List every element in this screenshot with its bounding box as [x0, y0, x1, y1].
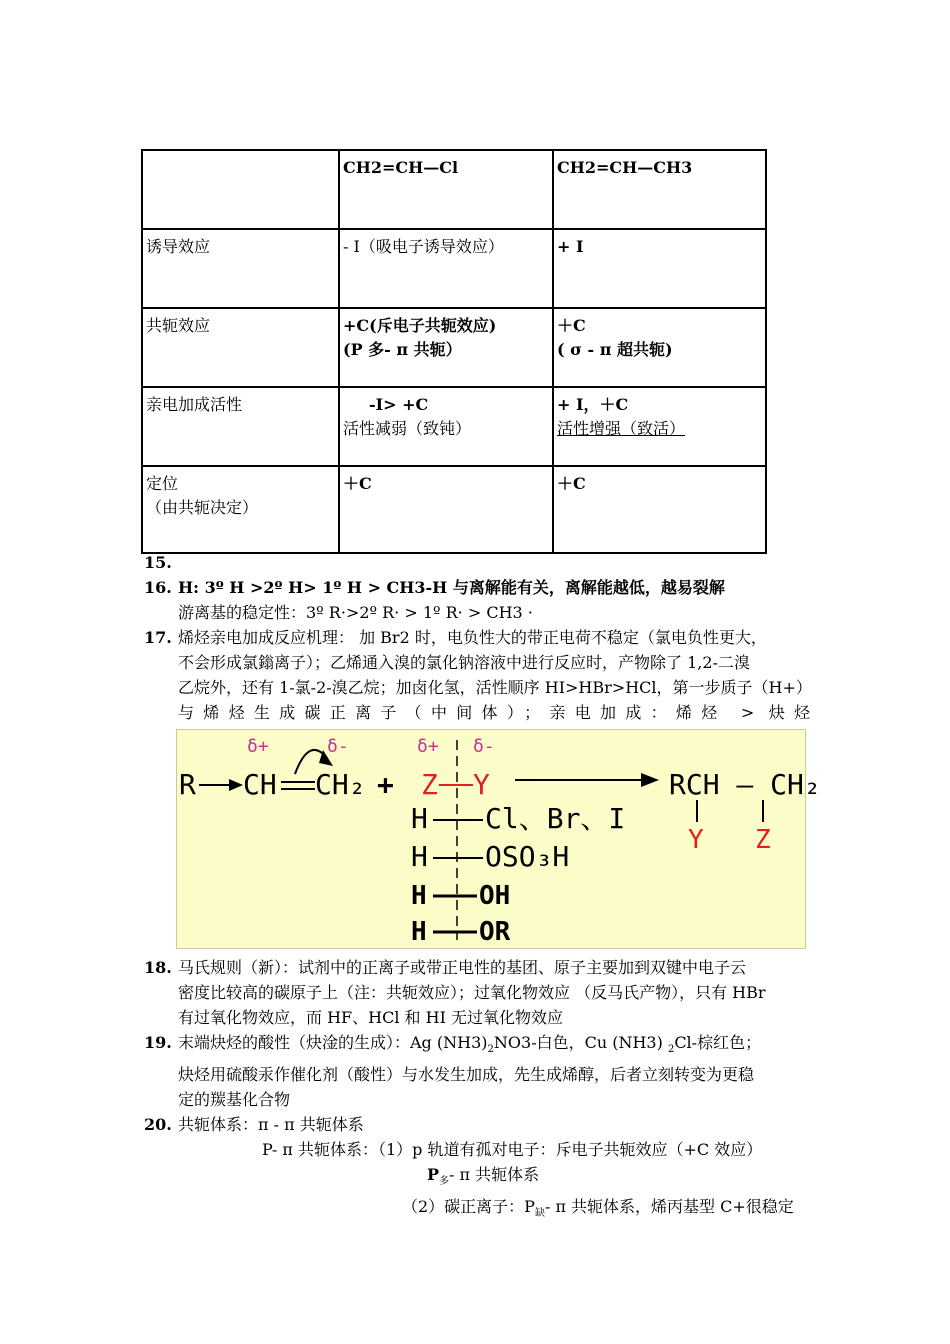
- table-row: [142, 466, 766, 553]
- item-number: 17.: [144, 628, 172, 647]
- reagent-h: H: [411, 881, 427, 911]
- reagent-z: Z: [421, 768, 438, 801]
- text-span: （2）碳正离子：P: [402, 1197, 535, 1217]
- reaction-diagram: [177, 730, 821, 948]
- subscript: 缺: [534, 1208, 545, 1220]
- text-line: P- π 共轭体系：（1）p 轨道有孤对电子：斥电子共轭效应（+C 效应）: [262, 1140, 763, 1160]
- item-number: 16.: [144, 578, 172, 597]
- item-number: 19.: [144, 1033, 172, 1052]
- product-y: Y: [688, 825, 704, 855]
- arrowhead-icon: [641, 773, 659, 787]
- cell-line: +C(斥电子共轭效应): [343, 316, 497, 335]
- text-span: Cl-棕红色；: [674, 1033, 762, 1052]
- cell-line: 定位: [146, 474, 179, 493]
- reagent-halogens: Cl、Br、I: [485, 802, 626, 835]
- cell-line: 活性减弱（致钝）: [343, 419, 472, 438]
- text-line: 定的羰基化合物: [178, 1090, 291, 1110]
- table-cell: CH2=CH—Cl: [339, 150, 553, 229]
- table-cell: [339, 308, 553, 387]
- cell-line: -I> +C: [369, 395, 429, 414]
- cell-line: （由共轭决定）: [146, 498, 259, 517]
- table-cell: 诱导效应: [142, 229, 339, 308]
- table-cell: ＋C: [339, 466, 553, 553]
- text-line: 烯烃亲电加成反应机理： 加 Br2 时，电负性大的带正电荷不稳定（氯电负性更大，: [178, 628, 767, 647]
- text-line: H: 3º H >2º H> 1º H > CH3-H 与离解能有关，离解能越低，越易裂解: [178, 578, 725, 597]
- delta-plus-label: δ+: [247, 736, 269, 757]
- plus-sign: +: [377, 768, 394, 801]
- reagent-y: Y: [473, 768, 490, 801]
- delta-minus-label: δ-: [473, 736, 495, 757]
- table-cell: [339, 387, 553, 466]
- text-line: 共轭体系：π - π 共轭体系: [178, 1115, 364, 1135]
- text-line: 马氏规则（新）：试剂中的正离子或带正电性的基团、原子主要加到双键中电子云: [178, 958, 747, 977]
- reagent-sulfuric: OSO₃H: [485, 840, 570, 873]
- cell-line: 活性增强（致活）: [557, 419, 686, 438]
- table-cell: [553, 308, 766, 387]
- table-cell: 共轭效应: [142, 308, 339, 387]
- table-cell: [142, 150, 339, 229]
- comparison-table: [141, 149, 767, 554]
- reagent-alcohol: OR: [479, 917, 511, 947]
- ch-group: CH: [243, 768, 277, 801]
- item-number: 18.: [144, 958, 172, 977]
- numbered-list: [144, 550, 821, 1227]
- product-z: Z: [755, 825, 771, 855]
- subscript: 2: [487, 1044, 494, 1056]
- subscript: 2: [667, 1044, 675, 1056]
- text-line: 炔烃用硫酸汞作催化剂（酸性）与水发生加成，先生成烯醇，后者立刻转变为更稳: [178, 1065, 755, 1085]
- text-span: - π 共轭体系，烯丙基型 C+很稳定: [544, 1197, 794, 1217]
- list-item: [144, 1030, 810, 1112]
- ch2-group: CH₂: [315, 768, 366, 801]
- text-span: P: [427, 1165, 440, 1185]
- list-item: [144, 550, 810, 575]
- text-line: 有过氧化物效应，而 HF、HCl 和 HI 无过氧化物效应: [178, 1008, 563, 1027]
- table-cell: [553, 387, 766, 466]
- table-row: [142, 308, 766, 387]
- text-span: 末端炔烃的酸性（炔淦的生成）：Ag (NH3): [178, 1033, 488, 1052]
- text-line: [178, 1030, 810, 1062]
- table-row: [142, 387, 766, 466]
- table-cell: - I（吸电子诱导效应）: [339, 229, 553, 308]
- delta-minus-label: δ-: [327, 736, 349, 757]
- item-number: 20.: [144, 1115, 172, 1135]
- text-line: 密度比较高的碳原子上（注：共轭效应）；过氧化物效应 （反马氏产物），只有 HBr: [178, 983, 766, 1002]
- text-line: 乙烷外，还有 1-氯-2-溴乙烷；加卤化氢，活性顺序 HI>HBr>HCl，第一步质子（H+）: [178, 678, 812, 697]
- reaction-figure: [176, 729, 821, 949]
- text-line: 游离基的稳定性：3º R·>2º R· > 1º R· > CH3 ·: [178, 603, 533, 622]
- text-line: 与烯烃生成碳正离子（中间体）；亲电加成：烯烃 > 炔烃: [178, 703, 810, 722]
- text-span: NO3-白色，Cu (NH3): [493, 1033, 668, 1052]
- product: RCH — CH₂: [669, 768, 821, 801]
- text-line: [178, 1194, 810, 1226]
- text-line: [178, 1162, 810, 1194]
- reagent-h: H: [411, 802, 428, 835]
- table-cell: 亲电加成活性: [142, 387, 339, 466]
- table-cell: + I: [553, 229, 766, 308]
- table-row: [142, 229, 766, 308]
- cell-line: + I，＋C: [557, 395, 629, 414]
- delta-plus-label: δ+: [417, 736, 439, 757]
- table-cell: [142, 466, 339, 553]
- item-number: 15.: [144, 553, 172, 572]
- text-span: - π 共轭体系: [449, 1165, 540, 1185]
- reagent-water: OH: [479, 881, 511, 911]
- list-item: [144, 1112, 810, 1226]
- text-line: 不会形成氯鎓离子）；乙烯通入溴的氯化钠溶液中进行反应时，产物除了 1,2-二溴: [178, 653, 750, 672]
- table-cell: CH2=CH—CH3: [553, 150, 766, 229]
- list-item: [144, 625, 821, 949]
- reagent-h: H: [411, 917, 427, 947]
- list-item: [144, 575, 810, 625]
- table-row: [142, 150, 766, 229]
- cell-line: ＋C: [557, 316, 586, 335]
- cell-line: (P 多- π 共轭）: [343, 340, 462, 359]
- arrowhead-icon: [229, 779, 243, 791]
- list-item: [144, 955, 810, 1030]
- reactant-r: R: [179, 768, 196, 801]
- subscript: 多: [439, 1176, 450, 1188]
- reagent-h: H: [411, 840, 428, 873]
- cell-line: ( σ - π 超共轭): [557, 340, 673, 359]
- table-cell: ＋C: [553, 466, 766, 553]
